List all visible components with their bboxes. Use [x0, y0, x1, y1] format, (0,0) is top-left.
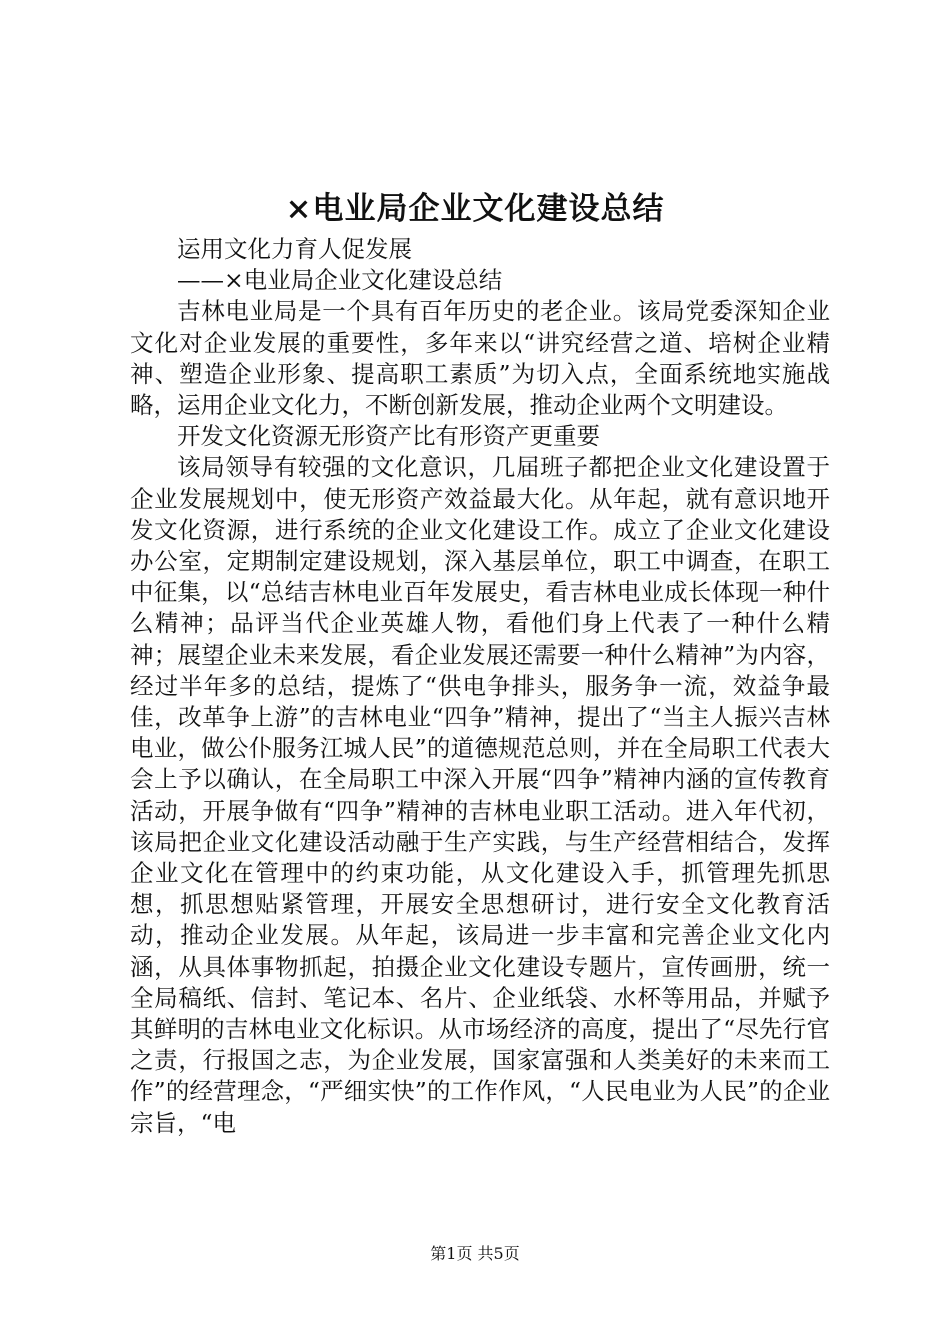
page-number-footer: 第1页 共5页: [430, 1244, 520, 1263]
intro-paragraph: 吉林电业局是一个具有百年历史的老企业。该局党委深知企业文化对企业发展的重要性，多年来以“讲究经营之道、培树企业精神、塑造企业形象、提高职工素质”为切入点，全面系统地实施战略，运用企业文化力，不断创新发展，推动企业两个文明建设。: [130, 297, 830, 420]
body-paragraph: 该局领导有较强的文化意识，几届班子都把企业文化建设置于企业发展规划中，使无形资产效益最大化。从年起，就有意识地开发文化资源，进行系统的企业文化建设工作。成立了企业文化建设办公室，定期制定建设规划，深入基层单位，职工中调查，在职工中征集，以“总结吉林电业百年发展史，看吉林电业成长体现一种什么精神；品评当代企业英雄人物，看他们身上代表了一种什么精神；展望企业未来发展，看企业发展还需要一种什么精神”为内容，经过半年多的总结，提炼了“供电争排头，服务争一流，效益争最佳，改革争上游”的吉林电业“四争”精神，提出了“当主人振兴吉林电业，做公仆服务江城人民”的道德规范总则，并在全局职工代表大会上予以确认，在全局职工中深入开展“四争”精神内涵的宣传教育活动，开展争做有“四争”精神的吉林电业职工活动。进入年代初，该局把企业文化建设活动融于生产实践，与生产经营相结合，发挥企业文化在管理中的约束功能，从文化建设入手，抓管理先抓思想，抓思想贴紧管理，开展安全思想研讨，进行安全文化教育活动，推动企业发展。从年起，该局进一步丰富和完善企业文化内涵，从具体事物抓起，拍摄企业文化建设专题片，宣传画册，统一全局稿纸、信封、笔记本、名片、企业纸袋、水杯等用品，并赋予其鲜明的吉林电业文化标识。从市场经济的高度，提出了“尽先行官之责，行报国之志，为企业发展，国家富强和人类美好的未来而工作”的经营理念，“严细实快”的工作作风，“人民电业为人民”的企业宗旨，“电: [130, 453, 830, 1137]
page-title: ×电业局企业文化建设总结: [285, 191, 665, 227]
subtitle-dash-paragraph: ——×电业局企业文化建设总结: [177, 266, 503, 295]
section-heading: 开发文化资源无形资产比有形资产更重要: [177, 422, 600, 451]
document-body: [130, 234, 830, 1139]
subtitle-paragraph: 运用文化力育人促发展: [177, 235, 412, 263]
